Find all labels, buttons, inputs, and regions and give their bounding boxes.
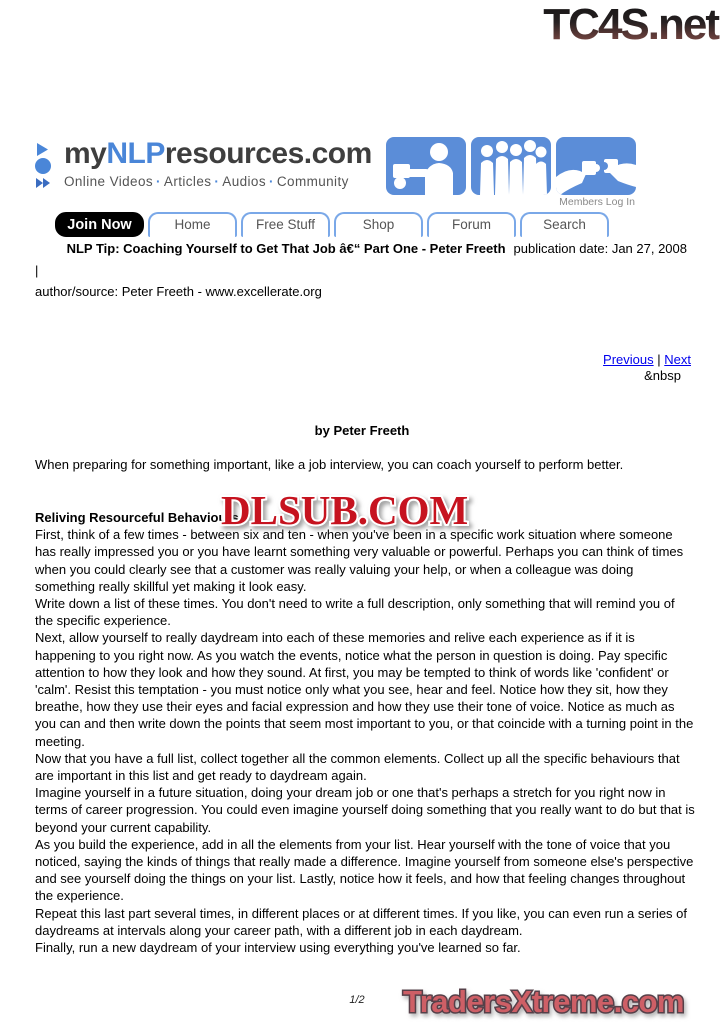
- people-group-image: [471, 137, 551, 195]
- nbsp-text: &nbsp: [644, 368, 681, 383]
- body-paragraph: As you build the experience, add in all the elements from your list. Hear yourself with the tone of voice that you noticed, saying the kinds of things that really made a difference. Imagine yourself from someone else's perspective and see yourself doing the things on your list. Lastly, notice how it feels, and how that feeling changes throughout the experience.: [35, 836, 694, 904]
- logo-nlp: NLP: [106, 137, 165, 170]
- watermark-dlsub-text: DLSUB.COM: [221, 487, 469, 533]
- page-number: 1/2: [349, 994, 365, 1006]
- pagination-links: [603, 352, 691, 384]
- tab-forum[interactable]: Forum: [427, 212, 516, 237]
- body-paragraph: Repeat this last part several times, in different places or at different times. If you like, you can even run a series of daydreams at intervals along your career path, with a different job in each daydream.: [35, 905, 688, 938]
- separator-dot: ·: [156, 174, 161, 189]
- body-paragraph: Imagine yourself in a future situation, doing your dream job or one that's perhaps a stretch for you right now in terms of career progression. You could even imagine yourself doing something that you really want to do but that is beyond your current capability.: [35, 785, 695, 835]
- article-body: [35, 509, 695, 956]
- byline: by Peter Freeth: [314, 423, 410, 438]
- author-line: author/source: Peter Freeth - www.excellerate.org: [35, 284, 322, 299]
- article-title-block: [35, 240, 687, 257]
- watermark-tc4s-text: TC4S.net: [543, 0, 718, 48]
- watermark-dlsub: [218, 484, 518, 541]
- header-image-tiles: [386, 137, 636, 195]
- video-person-image: [386, 137, 466, 195]
- logo-my: my: [64, 137, 107, 170]
- logo-rest: resources.com: [164, 137, 372, 170]
- body-paragraph: Now that you have a full list, collect together all the common elements. Collect up all the specific behaviours that are important in this list and get ready to daydream again.: [35, 750, 680, 784]
- previous-link[interactable]: Previous: [603, 352, 654, 367]
- tagline-audios: Audios: [222, 174, 266, 189]
- body-paragraph: First, think of a few times - between six and ten - when you've been in a specific work situation where someone has really impressed you or you have learnt something very valuable or powerful. Perhaps you can think of times when you could clearly see that a customer was really valuing your help, or when a colleague was doing something really skillful yet making it look easy.: [35, 527, 684, 594]
- next-link[interactable]: Next: [664, 352, 691, 367]
- tagline-community: Community: [276, 174, 349, 189]
- tagline-articles: Articles: [163, 174, 212, 189]
- separator-dot: ·: [214, 174, 220, 189]
- tab-shop[interactable]: Shop: [334, 212, 423, 237]
- tab-free-stuff[interactable]: Free Stuff: [241, 212, 330, 237]
- section-heading: Reliving Resourceful Behaviours: [35, 510, 239, 525]
- separator-dot: ·: [268, 174, 274, 189]
- body-paragraph: Finally, run a new daydream of your interview using everything you've learned so far.: [35, 940, 521, 956]
- body-paragraph: Write down a list of these times. You don't need to write a full description, only something that will remind you of the specific experience.: [35, 596, 675, 629]
- play-circle-forward-icon: [33, 142, 59, 192]
- tab-search[interactable]: Search: [520, 212, 609, 237]
- tc4s-logo-icon: [486, 0, 722, 48]
- watermark-traders: [400, 981, 720, 1024]
- separator-pipe: |: [35, 263, 39, 278]
- watermark-tc4s: [486, 0, 722, 53]
- tagline-videos: Online Videos: [64, 174, 154, 189]
- links-separator: |: [657, 352, 661, 367]
- site-logo-text: [64, 138, 372, 170]
- publication-date: publication date: Jan 27, 2008: [513, 241, 687, 256]
- intro-paragraph: When preparing for something important, like a job interview, you can coach yourself to perform better.: [35, 457, 624, 472]
- site-logo: [33, 138, 372, 192]
- puzzle-hands-image: [556, 137, 636, 195]
- tab-home[interactable]: Home: [148, 212, 237, 237]
- body-paragraph: Next, allow yourself to really daydream into each of these memories and relive each experience as if it is happening to you right now. As you watch the events, notice what the person in question is doing. Pay specific attention to how they look and how they sound. At first, you may be tempted to think of words like 'confident' or 'calm'. Resist this temptation - you must notice only what you see, hear and feel. Notice how they sit, how they breathe, how they use their eyes and facial expression and how they use their tone of voice. Notice as much as you can and then write down the points that seem most important to you, or that coincide with a turning point in the meeting.: [35, 630, 694, 749]
- tab-join-now[interactable]: Join Now: [55, 212, 144, 237]
- site-tagline: [64, 174, 372, 189]
- members-login-link[interactable]: Members Log In: [559, 196, 635, 208]
- article-title: NLP Tip: Coaching Yourself to Get That Job â€“ Part One - Peter Freeth: [66, 241, 506, 256]
- nav-tabs: [55, 212, 609, 237]
- watermark-traders-text: TradersXtreme.com: [403, 984, 684, 1019]
